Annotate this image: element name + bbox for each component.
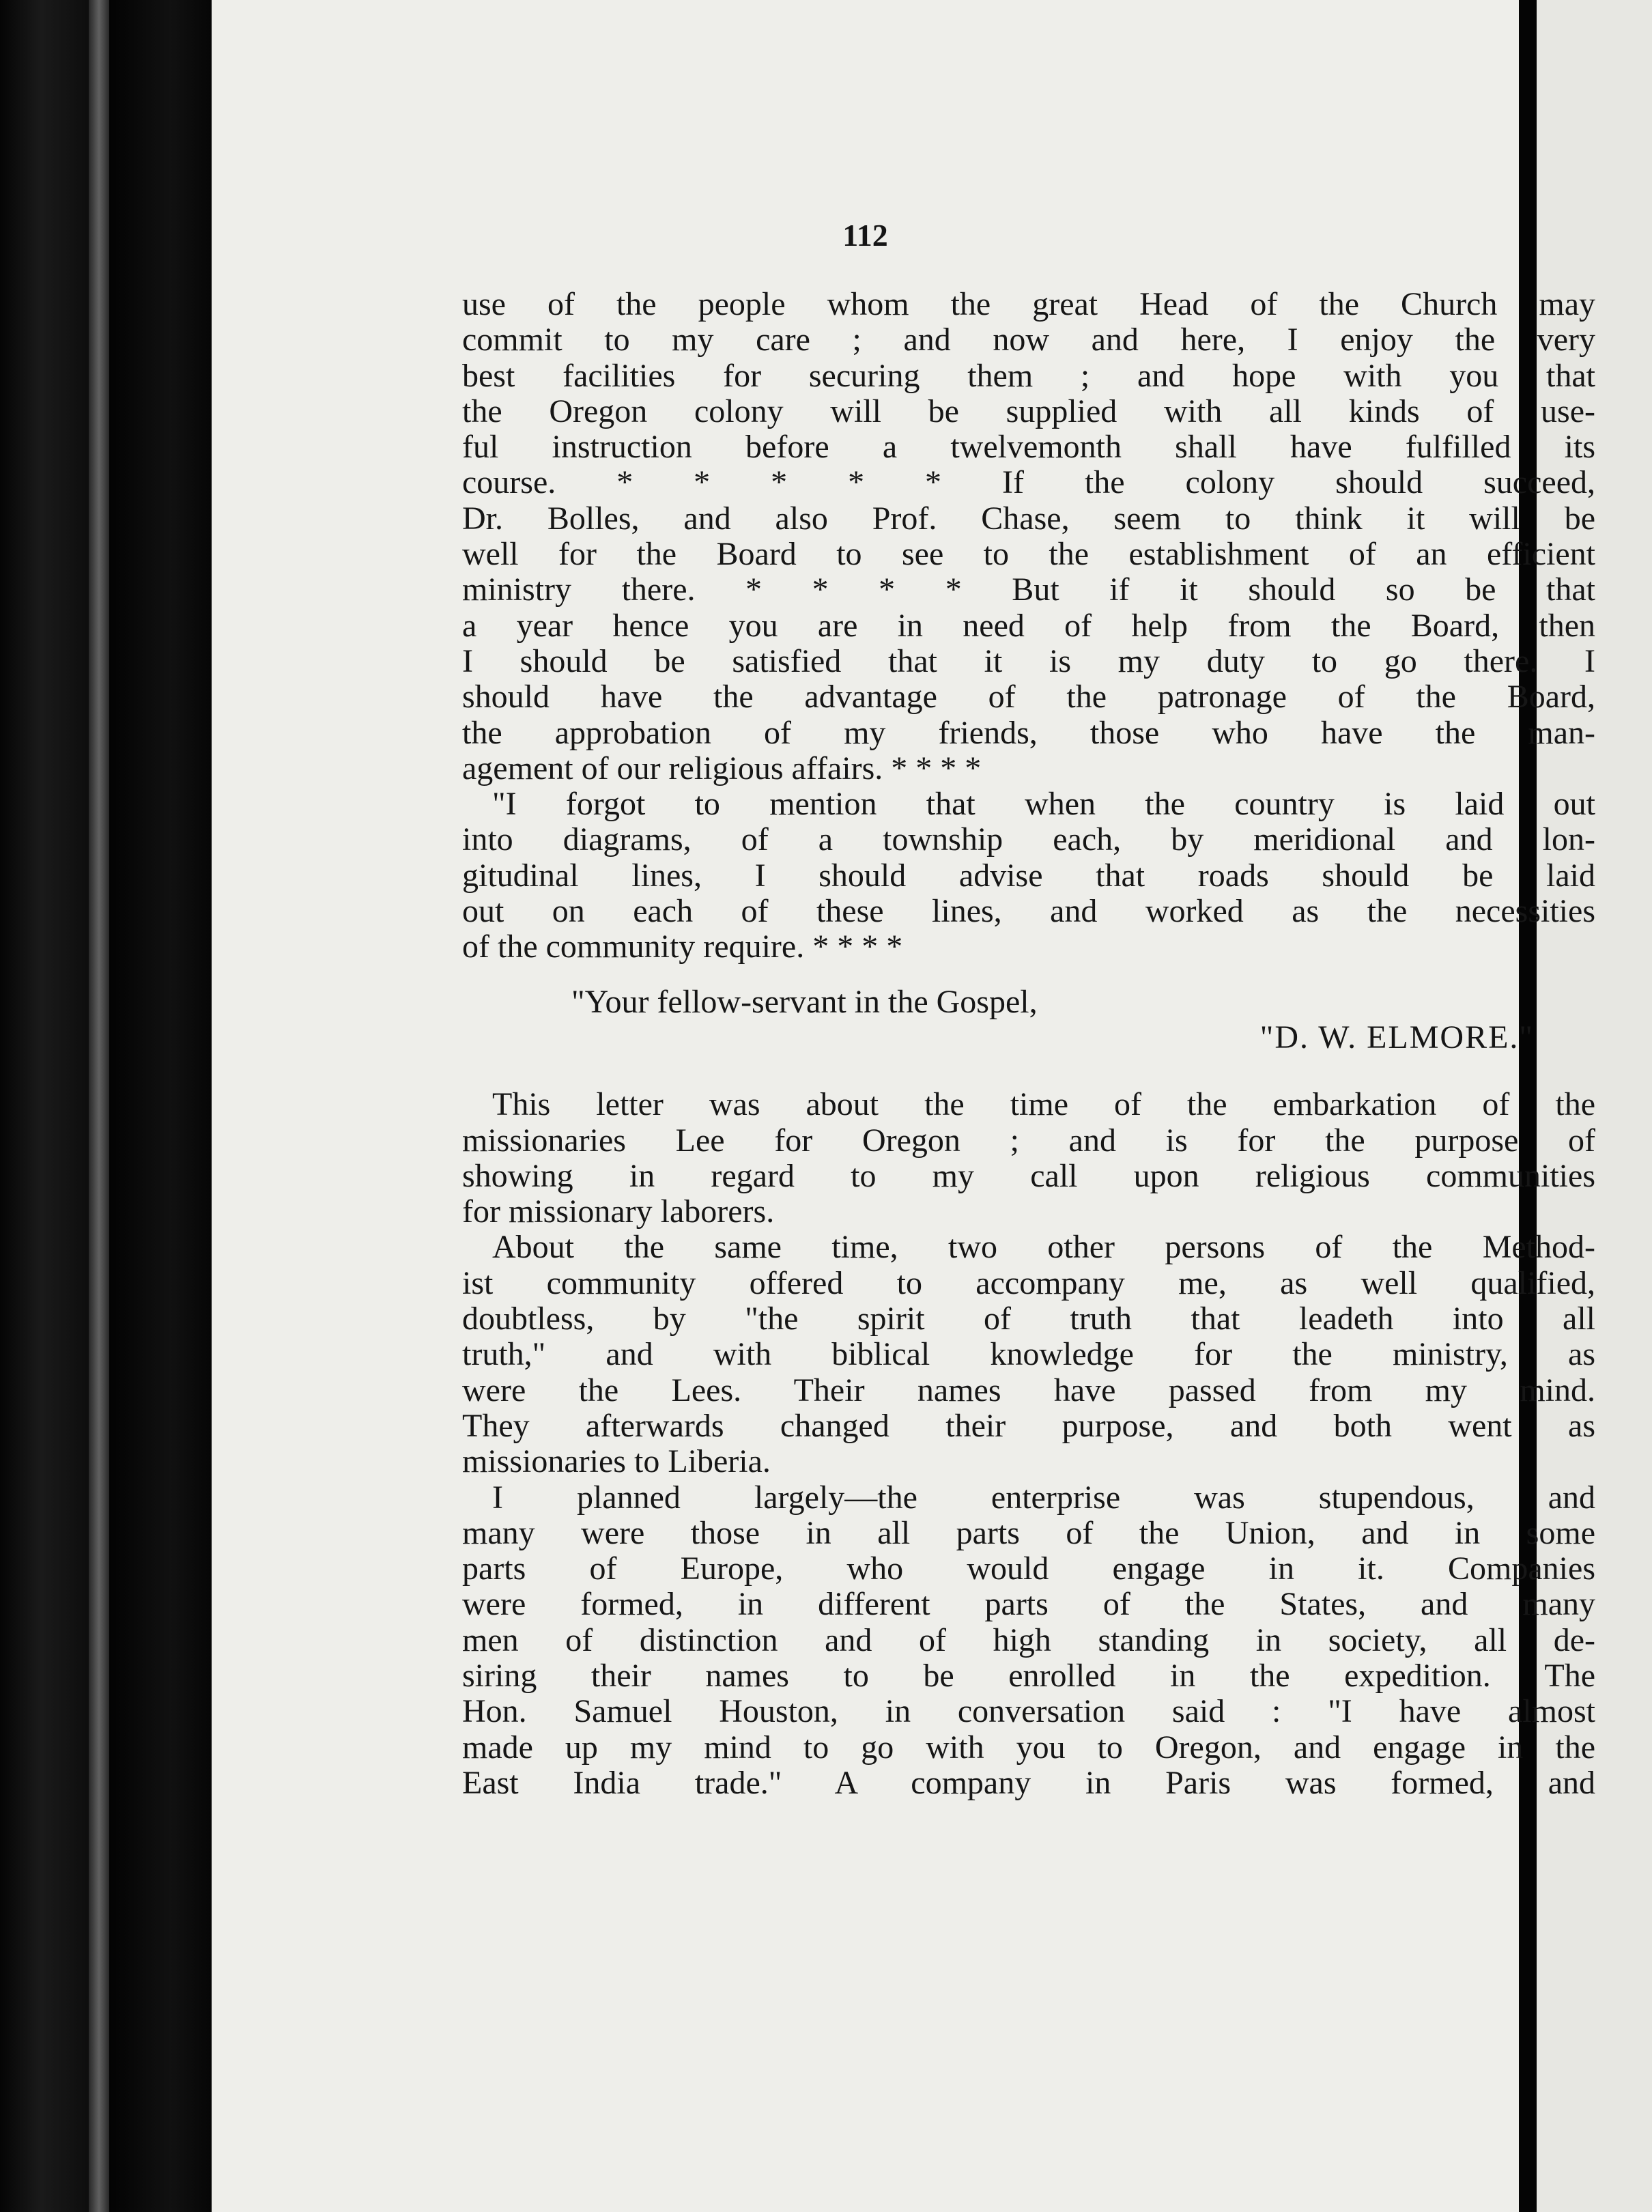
text-line: I planned largely—the enterprise was stupendous, and [492,1479,1595,1516]
text-line: missionaries to Liberia. [462,1443,771,1480]
text-line: agement of our religious affairs. * * * * [462,750,982,786]
text-line: of the community require. * * * * [462,928,903,965]
text-line: Hon. Samuel Houston, in conversation said : "I have almost [462,1693,1595,1730]
text-line: made up my mind to go with you to Oregon, and engage in the [462,1729,1595,1766]
text-line: a year hence you are in need of help from the Board, then [462,607,1595,644]
text-line: gitudinal lines, I should advise that roads should be laid [462,857,1595,894]
paragraph [462,1087,1595,1230]
binding-stripe [89,0,109,2212]
text-line: well for the Board to see to the establishment of an efficient [462,536,1595,573]
text-line: into diagrams, of a township each, by meridional and lon- [462,821,1595,858]
text-line: Dr. Bolles, and also Prof. Chase, seem to think it will be [462,500,1595,537]
text-line: men of distinction and of high standing in society, all de- [462,1621,1595,1658]
text-line: I should be satisfied that it is my duty to go there. I [462,642,1595,679]
text-line: out on each of these lines, and worked as the necessities [462,893,1595,930]
scan-left-edge [0,0,102,2212]
paragraph [462,1480,1595,1802]
text-line: missionaries Lee for Oregon ; and is for the purpose of [462,1122,1595,1159]
text-line: for missionary laborers. [462,1193,775,1230]
text-line: commit to my care ; and now and here, I enjoy the very [462,322,1595,358]
text-line: parts of Europe, who would engage in it. Companies [462,1550,1595,1587]
letter-postscript [462,786,1595,965]
text-line: the Oregon colony will be supplied with all kinds of use- [462,393,1595,429]
text-line: the approbation of my friends, those who have the man- [462,714,1595,751]
page-text [462,287,1595,1801]
text-line: showing in regard to my call upon religious communities [462,1157,1595,1194]
text-line: many were those in all parts of the Union, and in some [462,1514,1595,1551]
text-line: were the Lees. Their names have passed from my mind. [462,1372,1595,1408]
text-line: use of the people whom the great Head of the Church may [462,286,1595,322]
text-line: were formed, in different parts of the States, and many [462,1586,1595,1623]
book-page [212,0,1595,2212]
text-line: They afterwards changed their purpose, and both went as [462,1407,1595,1444]
text-line: should have the advantage of the patronage of the Board, [462,679,1595,715]
text-line: ist community offered to accompany me, as well qualified, [462,1264,1595,1301]
page-number: 112 [842,218,888,253]
letter-salutation: "Your fellow-servant in the Gospel, [571,983,1038,1020]
text-line: best facilities for securing them ; and hope with you that [462,357,1595,394]
text-line: ministry there. * * * * But if it should so be that [462,571,1595,608]
text-line: About the same time, two other persons of the Method- [492,1229,1595,1266]
text-line: East India trade." A company in Paris was formed, and [462,1764,1595,1801]
text-line: "I forgot to mention that when the country is laid out [492,786,1595,823]
text-line: ful instruction before a twelvemonth shall have fulfilled its [462,429,1595,466]
book-spine [109,0,212,2212]
text-line: course. * * * * * If the colony should succeed, [462,464,1595,501]
text-line: siring their names to be enrolled in the expedition. The [462,1657,1595,1694]
paragraph [462,1230,1595,1479]
text-line: truth," and with biblical knowledge for the ministry, as [462,1336,1595,1373]
letter-body [462,287,1595,786]
text-line: This letter was about the time of the embarkation of the [492,1086,1595,1123]
text-line: doubtless, by "the spirit of truth that leadeth into all [462,1301,1595,1337]
letter-signature: "D. W. ELMORE." [1259,1019,1534,1055]
